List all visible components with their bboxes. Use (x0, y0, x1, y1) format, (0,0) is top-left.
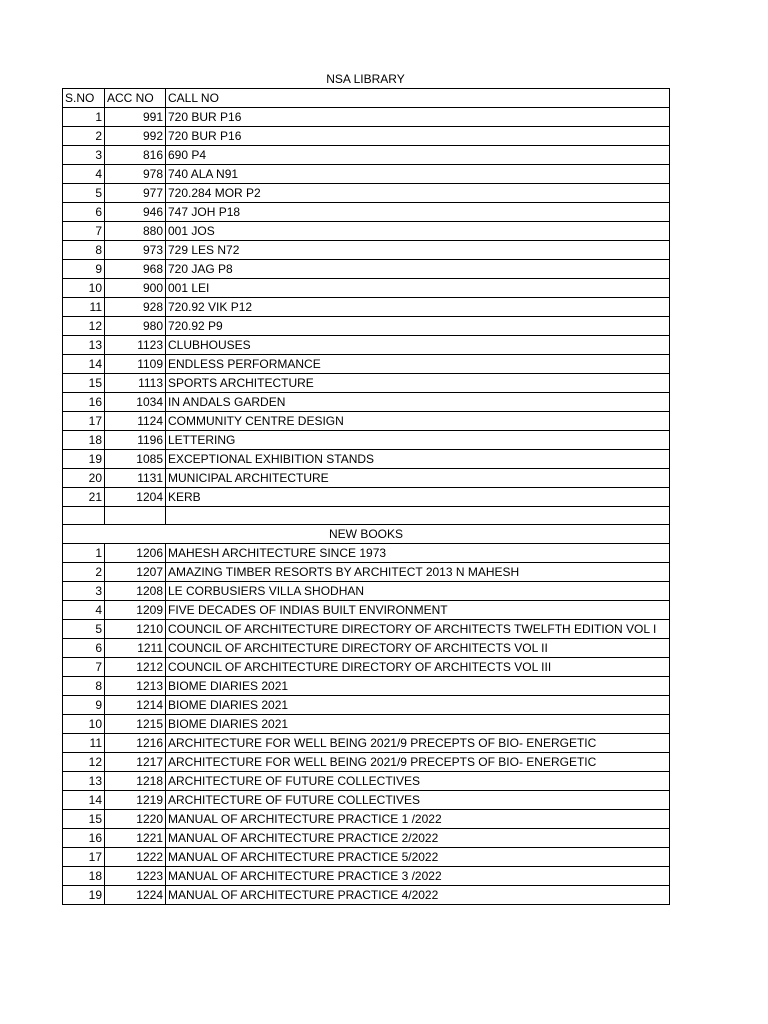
table-row (63, 772, 670, 791)
call-no-cell: LE CORBUSIERS VILLA SHODHAN (166, 582, 670, 601)
acc-no-cell: 1220 (105, 810, 166, 829)
call-no-cell: MANUAL OF ARCHITECTURE PRACTICE 2/2022 (166, 829, 670, 848)
sno-cell: 13 (63, 772, 105, 791)
acc-no-cell: 980 (105, 317, 166, 336)
table-row (63, 829, 670, 848)
call-no-cell: 720 BUR P16 (166, 108, 670, 127)
acc-no-cell: 991 (105, 108, 166, 127)
sno-cell: 13 (63, 336, 105, 355)
sno-cell: 5 (63, 184, 105, 203)
acc-no-cell: 968 (105, 260, 166, 279)
sno-cell: 3 (63, 146, 105, 165)
sno-cell: 19 (63, 886, 105, 905)
library-table (62, 88, 670, 905)
acc-no-cell: 816 (105, 146, 166, 165)
page-title: NSA LIBRARY (326, 72, 405, 86)
table-row (63, 412, 670, 431)
table-row (63, 431, 670, 450)
acc-no-cell: 1219 (105, 791, 166, 810)
sno-cell: 2 (63, 563, 105, 582)
acc-no-cell: 1210 (105, 620, 166, 639)
sno-cell: 11 (63, 298, 105, 317)
sno-cell: 10 (63, 279, 105, 298)
acc-no-cell: 1113 (105, 374, 166, 393)
sno-cell: 18 (63, 867, 105, 886)
sno-cell: 17 (63, 848, 105, 867)
header-row (63, 89, 670, 108)
acc-no-cell: 1034 (105, 393, 166, 412)
sno-cell: 2 (63, 127, 105, 146)
call-no-cell: MANUAL OF ARCHITECTURE PRACTICE 3 /2022 (166, 867, 670, 886)
call-no-cell: BIOME DIARIES 2021 (166, 715, 670, 734)
table-row (63, 658, 670, 677)
call-no-cell: FIVE DECADES OF INDIAS BUILT ENVIRONMENT (166, 601, 670, 620)
table-row (63, 715, 670, 734)
acc-no-cell: 1222 (105, 848, 166, 867)
acc-no-cell: 1214 (105, 696, 166, 715)
call-no-cell: ARCHITECTURE OF FUTURE COLLECTIVES (166, 772, 670, 791)
call-no-cell: ENDLESS PERFORMANCE (166, 355, 670, 374)
acc-no-cell: 1109 (105, 355, 166, 374)
table-row (63, 867, 670, 886)
acc-no-cell: 1223 (105, 867, 166, 886)
table-row (63, 544, 670, 563)
sno-cell: 15 (63, 374, 105, 393)
sno-cell: 8 (63, 241, 105, 260)
call-no-cell: 690 P4 (166, 146, 670, 165)
call-no-cell: 720.92 P9 (166, 317, 670, 336)
table-row (63, 886, 670, 905)
sno-cell: 10 (63, 715, 105, 734)
sno-cell: 9 (63, 260, 105, 279)
empty-cell (63, 507, 105, 525)
call-no-cell: MAHESH ARCHITECTURE SINCE 1973 (166, 544, 670, 563)
call-no-cell: IN ANDALS GARDEN (166, 393, 670, 412)
acc-no-cell: 1208 (105, 582, 166, 601)
acc-no-cell: 1224 (105, 886, 166, 905)
acc-no-cell: 1211 (105, 639, 166, 658)
acc-no-cell: 1215 (105, 715, 166, 734)
table-row (63, 146, 670, 165)
table-row (63, 696, 670, 715)
table-row (63, 298, 670, 317)
acc-no-cell: 1124 (105, 412, 166, 431)
acc-no-cell: 977 (105, 184, 166, 203)
acc-no-cell: 1085 (105, 450, 166, 469)
call-no-cell: COUNCIL OF ARCHITECTURE DIRECTORY OF ARCHITECTS TWELFTH EDITION VOL I (166, 620, 670, 639)
sno-cell: 16 (63, 829, 105, 848)
acc-no-cell: 1204 (105, 488, 166, 507)
sno-cell: 4 (63, 601, 105, 620)
call-no-cell: ARCHITECTURE FOR WELL BEING 2021/9 PRECEPTS OF BIO- ENERGETIC (166, 734, 670, 753)
table-row (63, 374, 670, 393)
table-row (63, 260, 670, 279)
table-row (63, 620, 670, 639)
call-no-cell: 747 JOH P18 (166, 203, 670, 222)
call-no-cell: BIOME DIARIES 2021 (166, 677, 670, 696)
table-row (63, 393, 670, 412)
sno-cell: 12 (63, 317, 105, 336)
table-row (63, 279, 670, 298)
table-row (63, 469, 670, 488)
acc-no-cell: 1131 (105, 469, 166, 488)
call-no-cell: 720.92 VIK P12 (166, 298, 670, 317)
sno-cell: 6 (63, 203, 105, 222)
sno-cell: 15 (63, 810, 105, 829)
header-accno: ACC NO (105, 89, 166, 108)
sno-cell: 3 (63, 582, 105, 601)
table-body (63, 89, 670, 905)
section-heading-row (63, 525, 670, 544)
table-row (63, 791, 670, 810)
header-callno: CALL NO (166, 89, 670, 108)
table-row (63, 222, 670, 241)
sno-cell: 12 (63, 753, 105, 772)
table-row (63, 184, 670, 203)
call-no-cell: COUNCIL OF ARCHITECTURE DIRECTORY OF ARCHITECTS VOL III (166, 658, 670, 677)
acc-no-cell: 1212 (105, 658, 166, 677)
call-no-cell: MUNICIPAL ARCHITECTURE (166, 469, 670, 488)
empty-cell (166, 507, 670, 525)
call-no-cell: COMMUNITY CENTRE DESIGN (166, 412, 670, 431)
sno-cell: 7 (63, 658, 105, 677)
table-row (63, 317, 670, 336)
sno-cell: 18 (63, 431, 105, 450)
sno-cell: 11 (63, 734, 105, 753)
table-row (63, 677, 670, 696)
table-row (63, 450, 670, 469)
acc-no-cell: 1206 (105, 544, 166, 563)
call-no-cell: 001 JOS (166, 222, 670, 241)
sno-cell: 14 (63, 791, 105, 810)
call-no-cell: 720 BUR P16 (166, 127, 670, 146)
table-row (63, 355, 670, 374)
call-no-cell: 720.284 MOR P2 (166, 184, 670, 203)
acc-no-cell: 946 (105, 203, 166, 222)
sno-cell: 1 (63, 108, 105, 127)
acc-no-cell: 880 (105, 222, 166, 241)
sno-cell: 1 (63, 544, 105, 563)
sno-cell: 19 (63, 450, 105, 469)
table-row (63, 601, 670, 620)
call-no-cell: 729 LES N72 (166, 241, 670, 260)
table-row (63, 127, 670, 146)
table-row (63, 563, 670, 582)
acc-no-cell: 1209 (105, 601, 166, 620)
acc-no-cell: 978 (105, 165, 166, 184)
sno-cell: 17 (63, 412, 105, 431)
acc-no-cell: 1218 (105, 772, 166, 791)
call-no-cell: LETTERING (166, 431, 670, 450)
call-no-cell: MANUAL OF ARCHITECTURE PRACTICE 1 /2022 (166, 810, 670, 829)
call-no-cell: 720 JAG P8 (166, 260, 670, 279)
sno-cell: 6 (63, 639, 105, 658)
call-no-cell: ARCHITECTURE FOR WELL BEING 2021/9 PRECEPTS OF BIO- ENERGETIC (166, 753, 670, 772)
sno-cell: 20 (63, 469, 105, 488)
acc-no-cell: 1196 (105, 431, 166, 450)
acc-no-cell: 1221 (105, 829, 166, 848)
acc-no-cell: 973 (105, 241, 166, 260)
table-row (63, 848, 670, 867)
sno-cell: 16 (63, 393, 105, 412)
new-books-heading: NEW BOOKS (63, 525, 670, 544)
acc-no-cell: 1213 (105, 677, 166, 696)
call-no-cell: 001 LEI (166, 279, 670, 298)
table-row (63, 734, 670, 753)
acc-no-cell: 1207 (105, 563, 166, 582)
table-row (63, 336, 670, 355)
table-row (63, 639, 670, 658)
header-sno: S.NO (63, 89, 105, 108)
table-row (63, 203, 670, 222)
blank-row (63, 507, 670, 525)
table-row (63, 488, 670, 507)
empty-cell (105, 507, 166, 525)
call-no-cell: SPORTS ARCHITECTURE (166, 374, 670, 393)
call-no-cell: CLUBHOUSES (166, 336, 670, 355)
table-row (63, 810, 670, 829)
call-no-cell: EXCEPTIONAL EXHIBITION STANDS (166, 450, 670, 469)
sno-cell: 9 (63, 696, 105, 715)
call-no-cell: BIOME DIARIES 2021 (166, 696, 670, 715)
call-no-cell: MANUAL OF ARCHITECTURE PRACTICE 5/2022 (166, 848, 670, 867)
sno-cell: 4 (63, 165, 105, 184)
acc-no-cell: 928 (105, 298, 166, 317)
call-no-cell: 740 ALA N91 (166, 165, 670, 184)
sno-cell: 5 (63, 620, 105, 639)
table-row (63, 582, 670, 601)
sno-cell: 8 (63, 677, 105, 696)
sno-cell: 21 (63, 488, 105, 507)
call-no-cell: ARCHITECTURE OF FUTURE COLLECTIVES (166, 791, 670, 810)
table-row (63, 241, 670, 260)
acc-no-cell: 1123 (105, 336, 166, 355)
table-row (63, 753, 670, 772)
acc-no-cell: 900 (105, 279, 166, 298)
acc-no-cell: 992 (105, 127, 166, 146)
call-no-cell: AMAZING TIMBER RESORTS BY ARCHITECT 2013 N MAHESH (166, 563, 670, 582)
acc-no-cell: 1216 (105, 734, 166, 753)
table-row (63, 108, 670, 127)
call-no-cell: MANUAL OF ARCHITECTURE PRACTICE 4/2022 (166, 886, 670, 905)
acc-no-cell: 1217 (105, 753, 166, 772)
call-no-cell: COUNCIL OF ARCHITECTURE DIRECTORY OF ARCHITECTS VOL II (166, 639, 670, 658)
call-no-cell: KERB (166, 488, 670, 507)
sno-cell: 7 (63, 222, 105, 241)
sno-cell: 14 (63, 355, 105, 374)
table-row (63, 165, 670, 184)
